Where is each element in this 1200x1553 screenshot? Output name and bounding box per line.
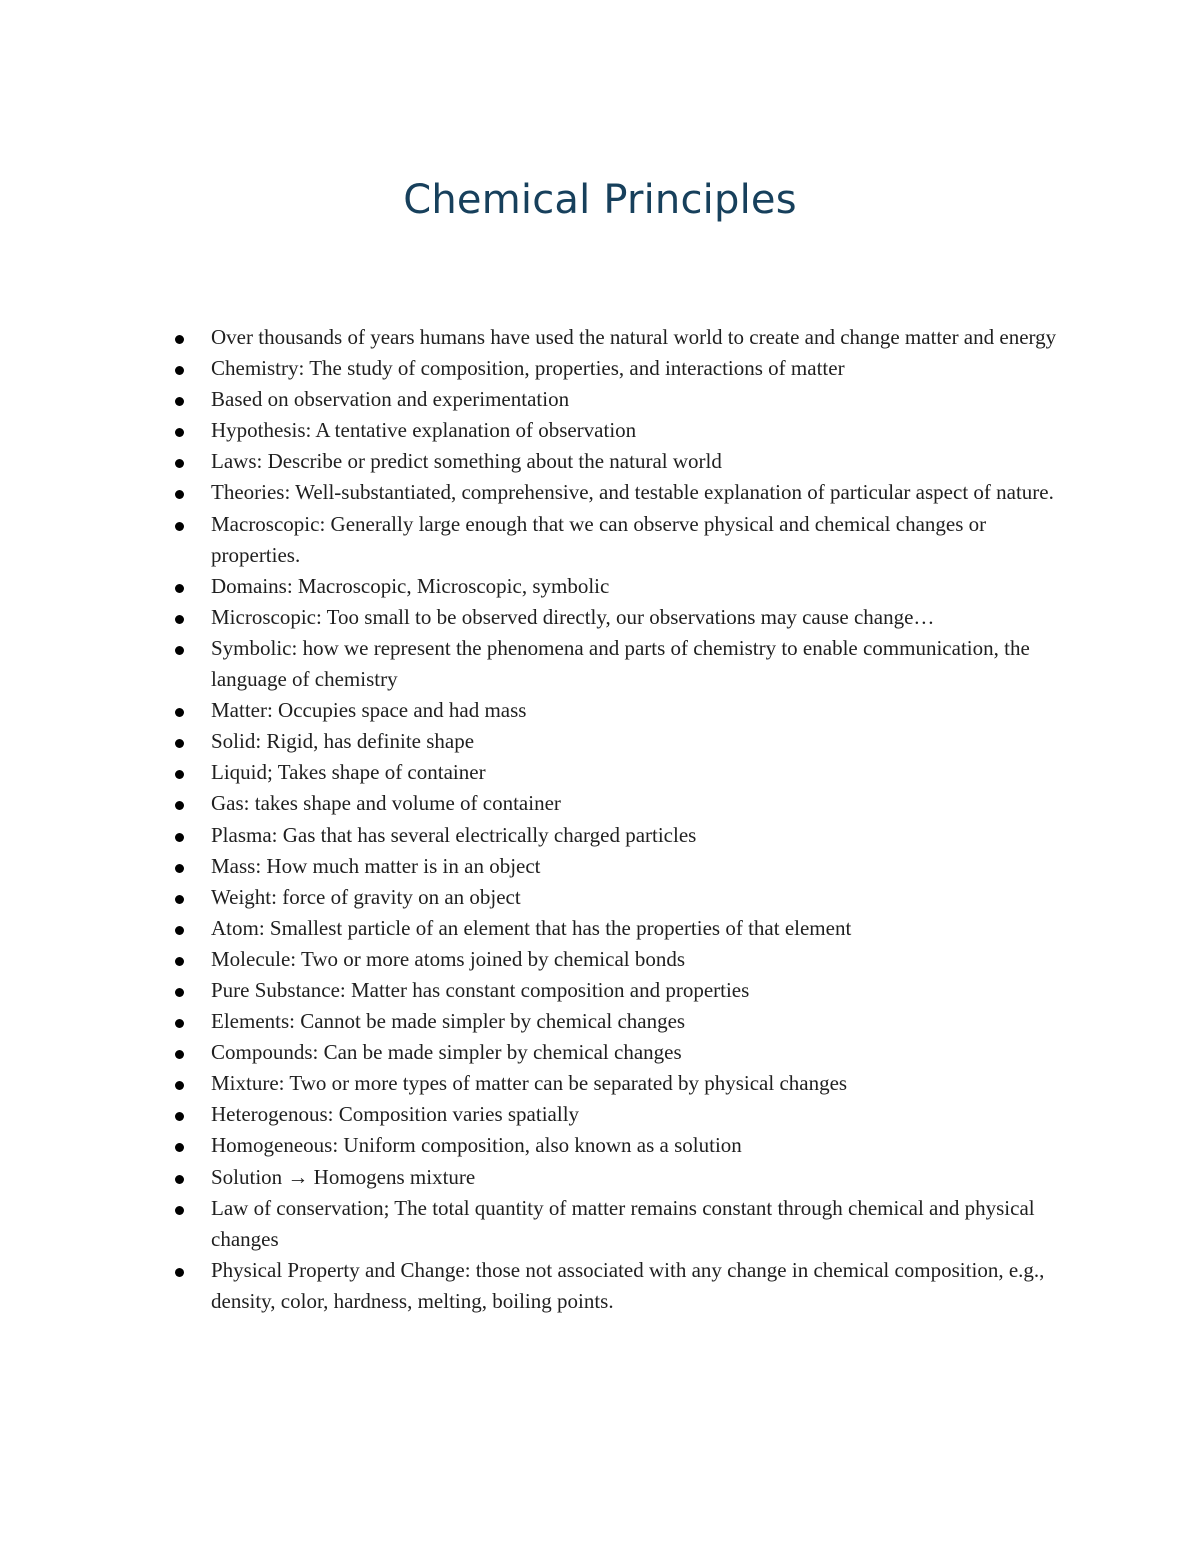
- bullet-icon: [175, 366, 184, 375]
- list-item: [173, 1162, 1063, 1193]
- bullet-icon: [175, 615, 184, 624]
- bullet-icon: [175, 1175, 184, 1184]
- bullet-icon: [175, 1268, 184, 1277]
- list-item-text: Macroscopic: Generally large enough that we can observe physical and chemical changes or properties.: [211, 511, 987, 567]
- list-item-text: Mass: How much matter is in an object: [211, 853, 541, 878]
- list-item: [173, 1068, 1063, 1099]
- bullet-icon: [175, 708, 184, 717]
- bullet-icon: [175, 801, 184, 810]
- list-item-text: Liquid; Takes shape of container: [211, 760, 486, 785]
- list-item: [173, 1099, 1063, 1130]
- document-title: Chemical Principles: [403, 177, 797, 223]
- bullet-icon: [175, 1019, 184, 1028]
- list-item: [173, 695, 1063, 726]
- bullet-icon: [175, 1206, 184, 1215]
- list-item: [173, 788, 1063, 819]
- list-item-text: Heterogenous: Composition varies spatially: [211, 1102, 580, 1127]
- bullet-icon: [175, 490, 184, 499]
- list-item: [173, 851, 1063, 882]
- list-item-text: Law of conservation; The total quantity of matter remains constant through chemical and physical changes: [211, 1195, 1035, 1251]
- list-item: [173, 633, 1063, 695]
- bullet-icon: [175, 1112, 184, 1121]
- list-item-text: Chemistry: The study of composition, properties, and interactions of matter: [211, 356, 845, 381]
- list-item-text: Pure Substance: Matter has constant composition and properties: [211, 977, 750, 1002]
- list-item: [173, 1006, 1063, 1037]
- list-item-text: Gas: takes shape and volume of container: [211, 791, 561, 816]
- list-item-text: Hypothesis: A tentative explanation of observation: [211, 418, 637, 443]
- bullet-icon: [175, 1050, 184, 1059]
- list-item: [173, 944, 1063, 975]
- list-item: [173, 757, 1063, 788]
- bullet-icon: [175, 1143, 184, 1152]
- list-item: [173, 322, 1063, 353]
- list-item: [173, 913, 1063, 944]
- list-item-text: Physical Property and Change: those not associated with any change in chemical composition, e.g., density, color, hardness, melting, boiling points.: [211, 1257, 1045, 1313]
- bullet-icon: [175, 864, 184, 873]
- notes-list: [173, 322, 1063, 1317]
- bullet-icon: [175, 459, 184, 468]
- bullet-icon: [175, 646, 184, 655]
- list-item: [173, 882, 1063, 913]
- list-item-text: Solid: Rigid, has definite shape: [211, 729, 475, 754]
- bullet-icon: [175, 988, 184, 997]
- list-item-text: Matter: Occupies space and had mass: [211, 698, 527, 723]
- list-item-text: Weight: force of gravity on an object: [211, 884, 521, 909]
- bullet-icon: [175, 895, 184, 904]
- list-item-text: Elements: Cannot be made simpler by chemical changes: [211, 1009, 686, 1034]
- list-item: [173, 415, 1063, 446]
- list-item-text: Microscopic: Too small to be observed directly, our observations may cause change…: [211, 604, 935, 629]
- list-item-text: Solution → Homogens mixture: [211, 1164, 476, 1189]
- list-item-text: Homogeneous: Uniform composition, also known as a solution: [211, 1133, 742, 1158]
- bullet-icon: [175, 335, 184, 344]
- list-item: [173, 353, 1063, 384]
- list-item: [173, 477, 1063, 508]
- list-item-text: Compounds: Can be made simpler by chemical changes: [211, 1040, 682, 1065]
- bullet-icon: [175, 584, 184, 593]
- list-item-text: Laws: Describe or predict something about the natural world: [211, 449, 722, 474]
- list-item-text: Based on observation and experimentation: [211, 387, 570, 412]
- bullet-icon: [175, 428, 184, 437]
- list-item-text: Molecule: Two or more atoms joined by chemical bonds: [211, 946, 686, 971]
- list-item-text: Over thousands of years humans have used the natural world to create and change matter and energy: [211, 325, 1057, 349]
- list-item: [173, 1130, 1063, 1161]
- list-item: [173, 446, 1063, 477]
- list-item-text: Theories: Well-substantiated, comprehensive, and testable explanation of particular aspect of nature.: [211, 480, 1054, 505]
- list-item-text: Plasma: Gas that has several electrically charged particles: [211, 822, 697, 847]
- bullet-icon: [175, 833, 184, 842]
- list-item: [173, 1193, 1063, 1255]
- list-item: [173, 509, 1063, 571]
- list-item-text: Domains: Macroscopic, Microscopic, symbolic: [211, 573, 610, 598]
- bullet-icon: [175, 522, 184, 531]
- bullet-icon: [175, 1081, 184, 1090]
- list-item: [173, 384, 1063, 415]
- bullet-icon: [175, 957, 184, 966]
- list-item: [173, 571, 1063, 602]
- bullet-icon: [175, 397, 184, 406]
- list-item: [173, 602, 1063, 633]
- bullet-icon: [175, 770, 184, 779]
- list-item-text: Mixture: Two or more types of matter can be separated by physical changes: [211, 1071, 848, 1096]
- bullet-icon: [175, 739, 184, 748]
- list-item: [173, 1255, 1063, 1317]
- list-item: [173, 975, 1063, 1006]
- list-item-text: Atom: Smallest particle of an element that has the properties of that element: [211, 915, 852, 940]
- list-item: [173, 726, 1063, 757]
- list-item: [173, 820, 1063, 851]
- bullet-icon: [175, 926, 184, 935]
- list-item: [173, 1037, 1063, 1068]
- list-item-text: Symbolic: how we represent the phenomena and parts of chemistry to enable communication, the language of chemistry: [211, 635, 1030, 692]
